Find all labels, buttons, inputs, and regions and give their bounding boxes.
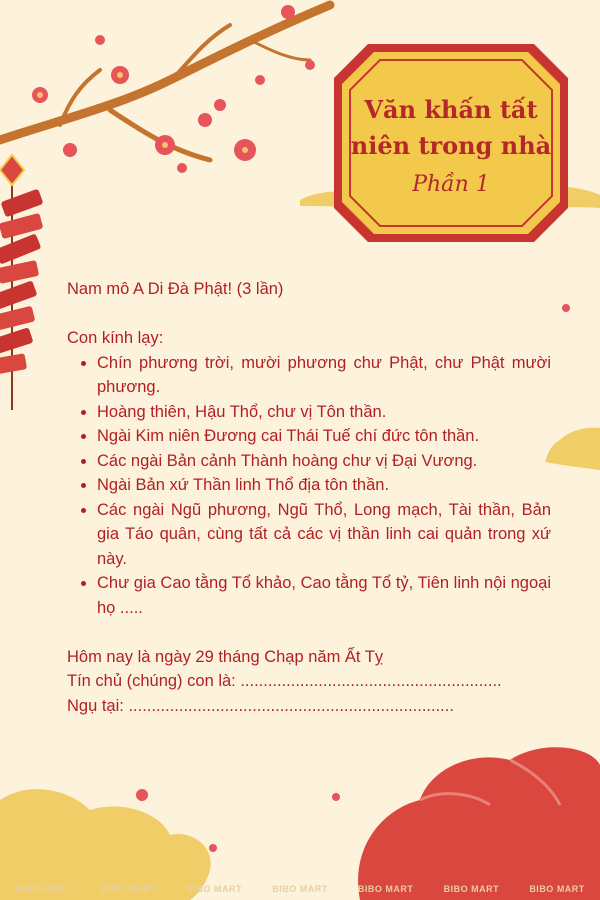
- deity-list: [67, 351, 551, 621]
- badge-subtitle: Phần 1: [412, 172, 490, 197]
- watermark: BIBO MART: [100, 884, 157, 894]
- watermark: BIBO MART: [529, 884, 585, 894]
- watermark: BIBO MART: [186, 884, 242, 894]
- owner-line: Tín chủ (chúng) con là: .........................................................: [67, 672, 502, 690]
- watermark: BIBO MART: [15, 884, 71, 894]
- deity-item: • Các ngài Ngũ phương, Ngũ Thổ, Long mạch, Tài thần, Bản gia Táo quân, cùng tất cả các vị thần linh cai quản trong xứ này.: [97, 498, 551, 572]
- deity-item: • Hoàng thiên, Hậu Thổ, chư vị Tôn thần.: [97, 400, 551, 425]
- deity-item: • Các ngài Bản cảnh Thành hoàng chư vị Đại Vương.: [97, 449, 551, 474]
- date-line: Hôm nay là ngày 29 tháng Chạp năm Ất Tỵ: [67, 647, 384, 666]
- address-line: Ngụ tại: .......................................................................: [67, 696, 454, 715]
- watermark: BIBO MART: [272, 884, 328, 894]
- deity-item: • Ngài Kim niên Đương cai Thái Tuế chí đức tôn thần.: [97, 424, 551, 449]
- badge-title: [328, 92, 574, 164]
- deity-item: • Chín phương trời, mười phương chư Phật, chư Phật mười phương.: [97, 351, 551, 400]
- greeting: Con kính lạy:: [67, 329, 164, 347]
- watermark-strip: [0, 884, 600, 894]
- badge-title-line-1: Văn khấn tất: [364, 95, 538, 124]
- deity-item: • Chư gia Cao tằng Tổ khảo, Cao tằng Tổ tỷ, Tiên linh nội ngoại họ .....: [97, 571, 551, 620]
- prayer-text: [67, 277, 551, 718]
- invocation: Nam mô A Di Đà Phật! (3 lần): [67, 280, 284, 298]
- watermark: BIBO MART: [443, 884, 500, 894]
- watermark: BIBO MART: [357, 884, 414, 894]
- deity-item: • Ngài Bản xứ Thần linh Thổ địa tôn thần.: [97, 473, 551, 498]
- badge-title-line-2: niên trong nhà: [350, 131, 552, 160]
